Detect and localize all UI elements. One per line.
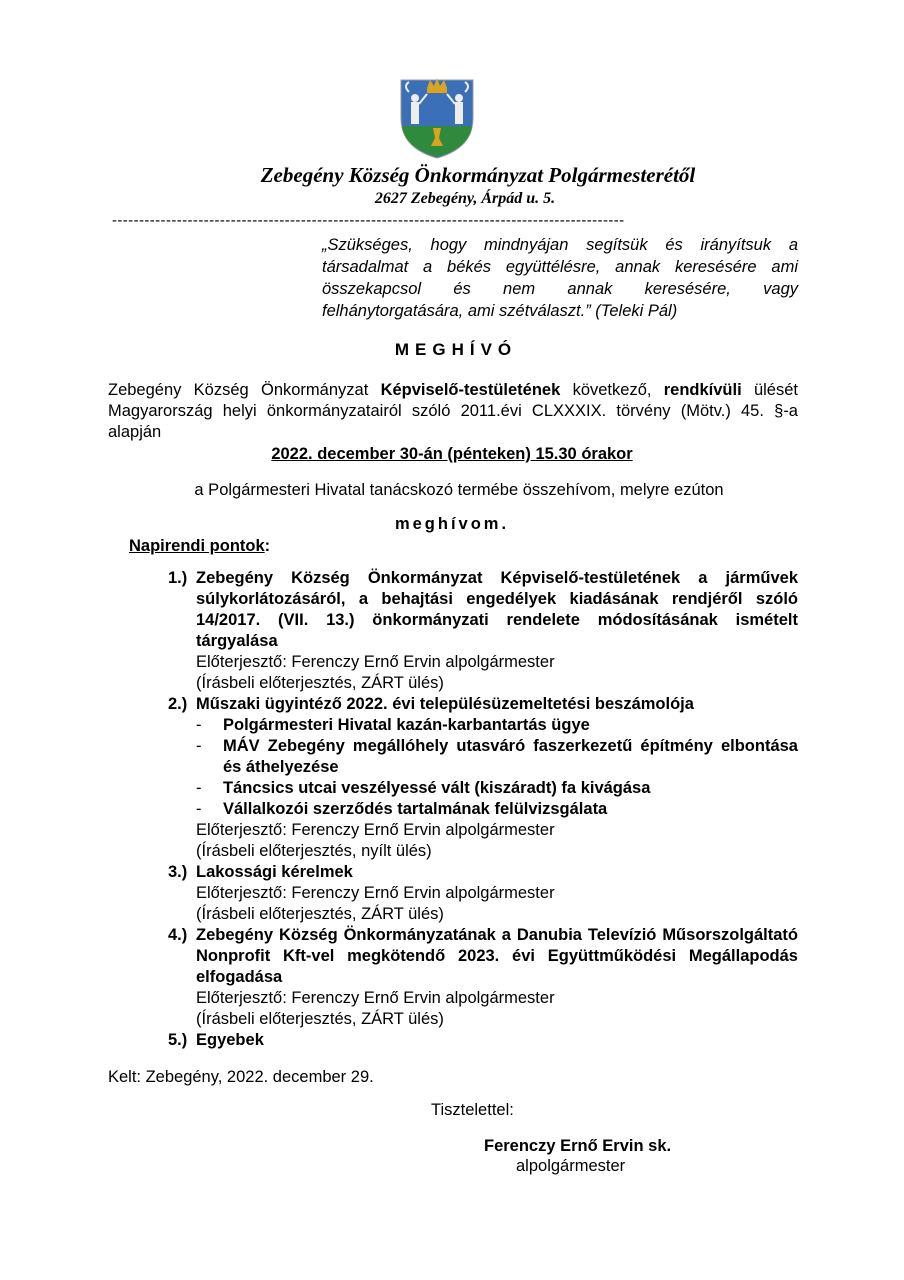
agenda-item	[168, 1030, 798, 1051]
coat-of-arms	[393, 68, 481, 160]
agenda-item-title: Műszaki ügyintéző 2022. évi településüzemeltetési beszámolója	[196, 695, 694, 713]
agenda-item-presenter: Előterjesztő: Ferenczy Ernő Ervin alpolgármester	[196, 653, 555, 671]
agenda-item-title: Zebegény Község Önkormányzat Képviselő-testületének a járművek súlykorlátozásáról, a behajtási engedélyek kiadásának rendjéről szóló 14/2017. (VII. 13.) önkormányzati rendelete módosításának ismételt tárgyalása	[196, 569, 798, 650]
meeting-date: 2022. december 30-án (pénteken) 15.30 órakor	[271, 445, 633, 463]
agenda-item-number: 2.)	[168, 695, 188, 713]
agenda-heading: Napirendi pontok:	[129, 537, 271, 555]
signatory-role: alpolgármester	[516, 1157, 626, 1175]
meeting-place: a Polgármesteri Hivatal tanácskozó termébe összehívom, melyre ezúton	[194, 481, 724, 499]
agenda-item-note: (Írásbeli előterjesztés, ZÁRT ülés)	[196, 674, 444, 692]
signatory-name: Ferenczy Ernő Ervin sk.	[484, 1137, 672, 1155]
agenda-item	[168, 862, 798, 925]
agenda-item-number: 3.)	[168, 863, 188, 881]
agenda-subitem: - MÁV Zebegény megállóhely utasváró faszerkezetű építmény elbontása és áthelyezése	[196, 737, 798, 776]
agenda-subitem: - Táncsics utcai veszélyessé vált (kiszáradt) fa kivágása	[196, 779, 651, 797]
dashed-divider: -----------------------------------------------------------------------------------------------	[112, 212, 625, 229]
agenda-item-note: (Írásbeli előterjesztés, ZÁRT ülés)	[196, 1010, 444, 1028]
agenda-list	[168, 568, 798, 1051]
agenda-subitem: - Polgármesteri Hivatal kazán-karbantartás ügye	[196, 716, 590, 734]
agenda-item-title: Egyebek	[196, 1031, 264, 1049]
issuer-address: 2627 Zebegény, Árpád u. 5.	[374, 190, 556, 207]
document-title: MEGHÍVÓ	[394, 340, 518, 359]
agenda-item	[168, 694, 798, 862]
date-of-issue: Kelt: Zebegény, 2022. december 29.	[108, 1068, 374, 1086]
intro-paragraph: Zebegény Község Önkormányzat Képviselő-testületének következő, rendkívüli ülését Magyarország helyi önkormányzatairól szóló 2011.évi CLXXXIX. törvény (Mötv.) 45. §-a alapján	[108, 381, 798, 441]
agenda-item-note: (Írásbeli előterjesztés, ZÁRT ülés)	[196, 905, 444, 923]
greeting: Tisztelettel:	[431, 1101, 514, 1119]
agenda-item-presenter: Előterjesztő: Ferenczy Ernő Ervin alpolgármester	[196, 821, 555, 839]
agenda-item	[168, 925, 798, 1030]
agenda-item-presenter: Előterjesztő: Ferenczy Ernő Ervin alpolgármester	[196, 989, 555, 1007]
agenda-item-note: (Írásbeli előterjesztés, nyílt ülés)	[196, 842, 432, 860]
agenda-item-number: 1.)	[168, 569, 188, 587]
issuer-title: Zebegény Község Önkormányzat Polgármesterétől	[260, 163, 696, 187]
agenda-item-number: 5.)	[168, 1031, 188, 1049]
agenda-item	[168, 568, 798, 694]
motto-quote: „Szükséges, hogy mindnyájan segítsük és irányítsuk a társadalmat a békés együttélésre, annak keresésére ami összekapcsol és nem annak keresésére, vagy felhánytorgatására, ami szétválaszt.” (Teleki Pál)	[322, 236, 798, 320]
agenda-item-presenter: Előterjesztő: Ferenczy Ernő Ervin alpolgármester	[196, 884, 555, 902]
agenda-item-title: Zebegény Község Önkormányzatának a Danubia Televízió Műsorszolgáltató Nonprofit Kft-vel megkötendő 2023. évi Együttműködési Megállapodás elfogadása	[196, 926, 798, 986]
agenda-subitem: - Vállalkozói szerződés tartalmának felülvizsgálata	[196, 800, 608, 818]
agenda-item-title: Lakossági kérelmek	[196, 863, 353, 881]
agenda-item-number: 4.)	[168, 926, 188, 944]
invite-word: meghívom.	[394, 515, 510, 533]
